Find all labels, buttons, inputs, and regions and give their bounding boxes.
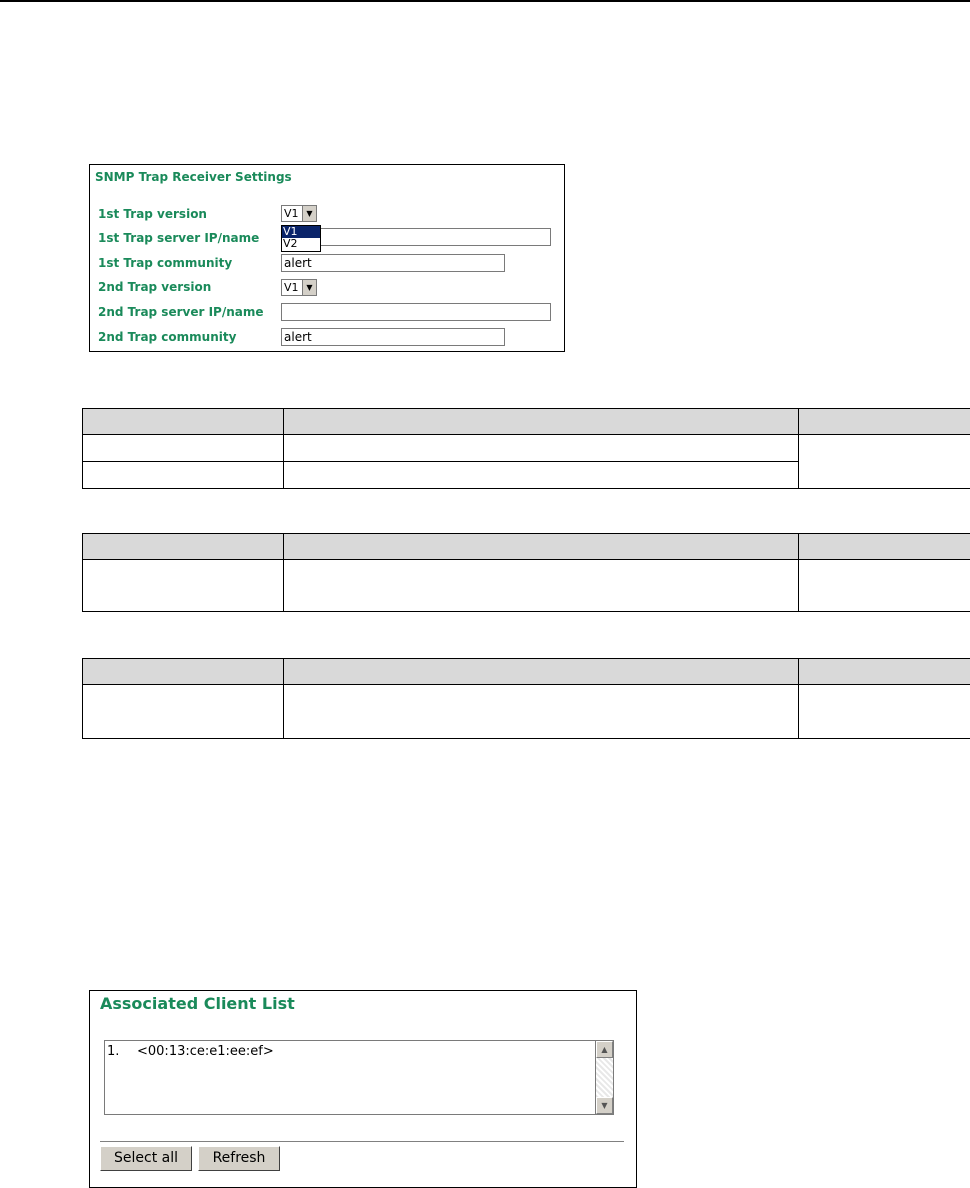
snmp-trap-receiver-panel [89, 164, 565, 352]
divider [100, 1141, 624, 1142]
table-header-row [83, 659, 970, 685]
trap2-version-select[interactable] [281, 279, 317, 296]
client-list-scrollbar[interactable] [595, 1040, 614, 1115]
table-header-row [83, 409, 970, 435]
table-header-cell [83, 659, 284, 685]
table-header-cell [83, 534, 284, 560]
table-header-cell [284, 409, 799, 435]
table-header-cell [83, 409, 284, 435]
list-item[interactable] [107, 1044, 274, 1059]
table-cell [83, 435, 284, 462]
table-header-cell [284, 659, 799, 685]
dropdown-option-v2[interactable]: V2 [282, 238, 320, 250]
table-cell [284, 435, 799, 462]
client-list-title: Associated Client List [100, 994, 295, 1013]
top-rule [0, 0, 970, 2]
refresh-button[interactable]: Refresh [198, 1146, 280, 1171]
table-cell [83, 462, 284, 489]
client-list-box[interactable] [104, 1040, 614, 1115]
trap2-server-input[interactable] [281, 303, 551, 321]
trap1-version-select[interactable] [281, 205, 317, 222]
trap2-server-label: 2nd Trap server IP/name [98, 305, 264, 319]
table-cell [83, 685, 284, 739]
trap2-version-value: V1 [284, 280, 299, 295]
table-cell [284, 685, 799, 739]
scroll-down-icon[interactable]: ▼ [596, 1097, 613, 1114]
select-all-button[interactable]: Select all [100, 1146, 192, 1171]
spec-table-1 [82, 408, 970, 489]
table-row [83, 435, 970, 462]
table-header-row [83, 534, 970, 560]
associated-client-list-panel [89, 990, 637, 1188]
table-row [83, 560, 970, 612]
trap2-community-input[interactable] [281, 328, 505, 346]
trap2-version-label: 2nd Trap version [98, 280, 211, 294]
table-header-cell [799, 659, 970, 685]
table-row [83, 685, 970, 739]
table-cell [799, 685, 970, 739]
trap1-version-dropdown-list [281, 225, 321, 252]
trap1-version-value: V1 [284, 206, 299, 221]
table-cell [799, 435, 970, 489]
spec-table-3 [82, 658, 970, 739]
dropdown-option-v1[interactable]: V1 [282, 226, 320, 238]
trap2-community-label: 2nd Trap community [98, 330, 236, 344]
table-header-cell [284, 534, 799, 560]
table-cell [83, 560, 284, 612]
table-cell [799, 560, 970, 612]
table-header-cell [799, 534, 970, 560]
table-cell [284, 462, 799, 489]
trap1-server-label: 1st Trap server IP/name [98, 231, 259, 245]
trap1-community-input[interactable] [281, 254, 505, 272]
table-header-cell [799, 409, 970, 435]
scroll-up-icon[interactable]: ▲ [596, 1041, 613, 1058]
table-cell [284, 560, 799, 612]
trap1-community-label: 1st Trap community [98, 256, 232, 270]
trap1-version-label: 1st Trap version [98, 207, 207, 221]
client-item-number: 1. [107, 1044, 137, 1059]
chevron-down-icon[interactable]: ▼ [302, 206, 316, 221]
client-item-mac: <00:13:ce:e1:ee:ef> [137, 1044, 274, 1059]
chevron-down-icon[interactable]: ▼ [302, 280, 316, 295]
trap1-server-input[interactable] [281, 228, 551, 246]
spec-table-2 [82, 533, 970, 612]
snmp-panel-title: SNMP Trap Receiver Settings [95, 170, 292, 184]
